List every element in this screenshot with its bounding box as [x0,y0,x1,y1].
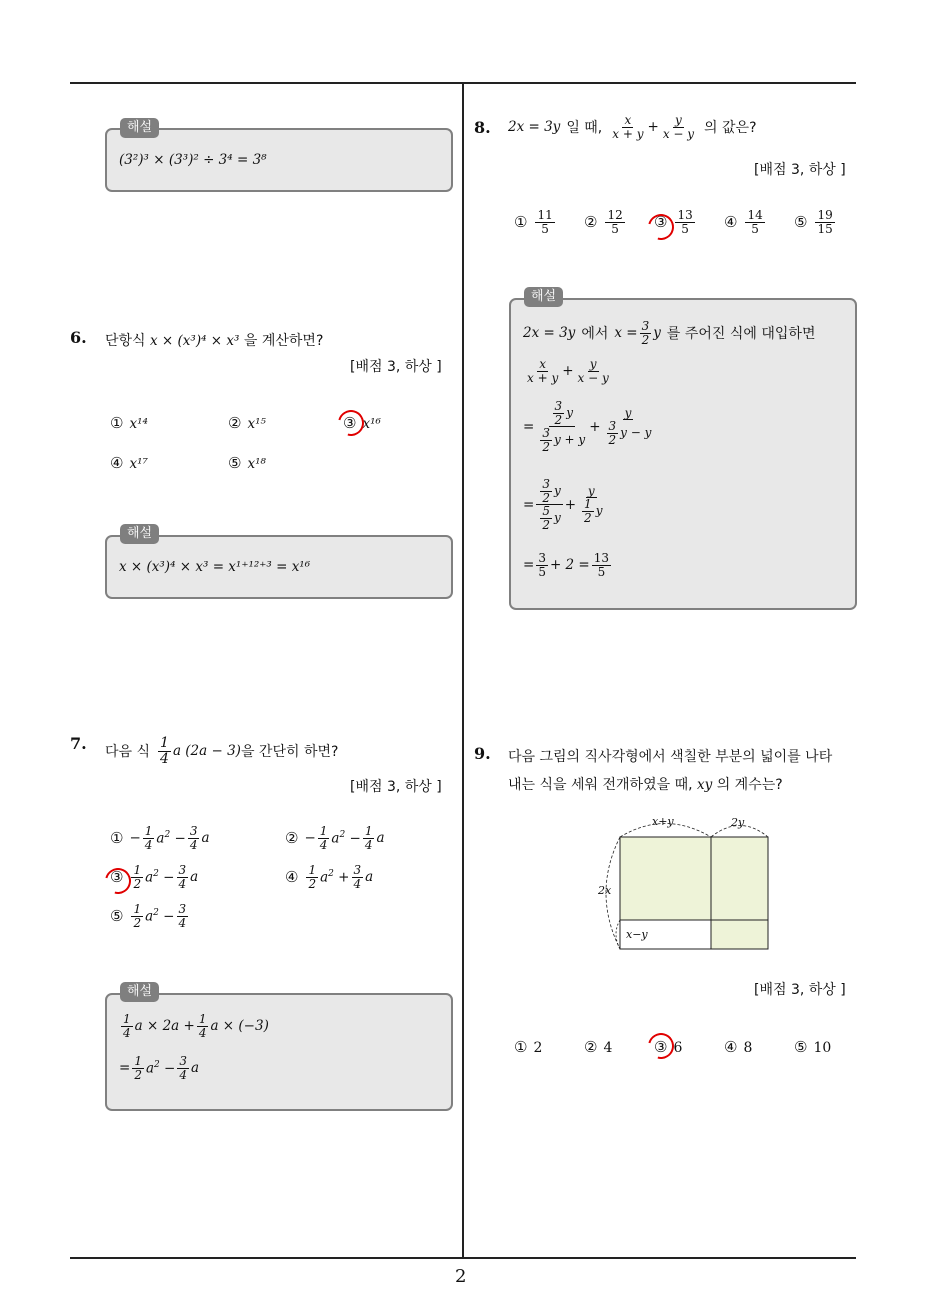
q7-solution-box [105,993,453,1111]
q9-shaded-bottom-right [711,920,768,949]
q9-shaded-top [620,837,768,920]
q6-score: [배점 3, 하상 ] [350,359,442,375]
q5-solution-tag: 해설 [120,118,159,138]
q6-suffix: 을 계산하면? [243,333,324,349]
q8-solution-tag: 해설 [524,287,563,307]
q9-label-top-right: 2y [731,816,745,829]
q7-solution-tag: 해설 [120,982,159,1002]
q8-choice-3[interactable]: ③ $\frac{13}{5}$ [654,208,693,236]
q6-choice-5[interactable]: ⑤ x¹⁸ [228,454,266,472]
q5-solution-box [105,128,453,192]
q8-question: 2x = 3y 일 때, $\frac{x}{x + y}$ + $\frac{y}{x - y}$ 의 값은? [508,113,757,141]
q9-label-inner: x−y [626,928,648,941]
q7-number: 7. [70,734,87,753]
column-divider [462,83,464,1258]
q8-suffix: 의 값은? [704,120,757,137]
q7-choice-1[interactable]: ① − $\frac{1}{4}$ $a^2$ − $\frac{3}{4}$ a [110,824,210,852]
q6-solution-text: x × (x³)⁴ × x³ = x¹⁺¹²⁺³ = x¹⁶ [119,559,311,575]
q7-expr: a (2a − 3) [172,743,241,760]
q8-choice-4[interactable]: ④ $\frac{14}{5}$ [724,208,763,236]
q9-choice-1[interactable]: ① 2 [514,1038,543,1056]
q7-choice-2[interactable]: ② − $\frac{1}{4}$ $a^2$ − $\frac{1}{4}$ a [285,824,385,852]
q9-figure [590,812,790,957]
q9-brace-inner [616,920,620,949]
q6-solution-box [105,535,453,599]
q8-choice-5[interactable]: ⑤ $\frac{19}{15}$ [794,208,833,236]
q8-choice-1[interactable]: ① $\frac{11}{5}$ [514,208,553,236]
q8-mid: 일 때, [566,120,603,137]
q7-solution-line1: $\frac{1}{4}$ a × 2a + $\frac{1}{4}$ a × (−3) [123,1012,269,1040]
q9-label-top-left: x+y [652,815,674,828]
q9-answer-mark-icon [643,1028,679,1064]
q9-label-left: 2x [598,884,612,897]
q6-expr: x × (x³)⁴ × x³ [150,333,240,349]
bottom-rule [70,1257,856,1259]
q7-choice-5[interactable]: ⑤ $\frac{1}{2}$ $a^2$ − $\frac{3}{4}$ [110,902,187,930]
q9-line2: 내는 식을 세워 전개하였을 때, xy 의 계수는? [508,777,783,793]
q7-question [105,736,338,766]
q6-answer-mark-icon [333,405,369,441]
q8-number: 8. [474,118,491,137]
q7-suffix: 을 간단히 하면? [240,744,339,761]
page-number: 2 [455,1266,467,1287]
q9-choice-4[interactable]: ④ 8 [724,1038,753,1056]
q8-solution-line3: = $\frac{3}{2}$ y $\frac{3}{2}$ y + y + y $\frac{3}{2}$ y − y [523,399,652,454]
q7-prefix: 다음 식 [105,744,151,761]
q8-frac-2: $\frac{y}{x - y}$ [662,113,695,141]
q6-choice-4[interactable]: ④ x¹⁷ [110,454,148,472]
q6-choice-1[interactable]: ① x¹⁴ [110,414,148,432]
q6-choice-2[interactable]: ② x¹⁵ [228,414,266,432]
q8-solution-line4: = $\frac{3}{2}$ y $\frac{5}{2}$ y + y $\frac{1}{2}$ y [523,477,603,532]
q8-solution-line5: = $\frac{3}{5}$ + 2 = $\frac{13}{5}$ [523,551,610,579]
q9-score: [배점 3, 하상 ] [754,982,846,998]
q6-prefix: 단항식 [105,333,146,349]
q6-choice-3[interactable]: ③ x¹⁶ [343,414,381,432]
q7-solution-line2: = $\frac{1}{2}$ $a^2$ − $\frac{3}{4}$ a [119,1054,200,1082]
q8-prefix: 2x = 3y [508,119,561,136]
q9-line1: 다음 그림의 직사각형에서 색칠한 부분의 넓이를 나타 [508,749,833,765]
q9-choice-5[interactable]: ⑤ 10 [794,1038,832,1056]
q7-choice-4[interactable]: ④ $\frac{1}{2}$ $a^2$ + $\frac{3}{4}$ a [285,863,374,891]
q9-choice-2[interactable]: ② 4 [584,1038,613,1056]
q8-solution-line1: 2x = 3y 에서 x = $\frac{3}{2}$ y 를 주어진 식에 대입하면 [523,319,816,347]
q9-choice-3[interactable]: ③ 6 [654,1038,683,1056]
q6-solution-tag: 해설 [120,524,159,544]
q7-choice-3[interactable]: ③ $\frac{1}{2}$ $a^2$ − $\frac{3}{4}$ a [110,863,199,891]
q6-question [105,330,323,350]
q7-frac: $\frac{1}{4}$ [160,735,169,767]
q8-score: [배점 3, 하상 ] [754,162,846,178]
q8-choice-2[interactable]: ② $\frac{12}{5}$ [584,208,623,236]
q7-score: [배점 3, 하상 ] [350,779,442,795]
q8-frac-1: $\frac{x}{x + y}$ [612,113,644,141]
q8-solution-box [509,298,857,610]
q9-number: 9. [474,744,491,763]
q6-number: 6. [70,328,87,347]
q8-solution-line2: $\frac{x}{x + y}$ + $\frac{y}{x - y}$ [527,357,609,385]
q5-solution-text: (3²)³ × (3³)² ÷ 3⁴ = 3⁸ [119,152,267,168]
